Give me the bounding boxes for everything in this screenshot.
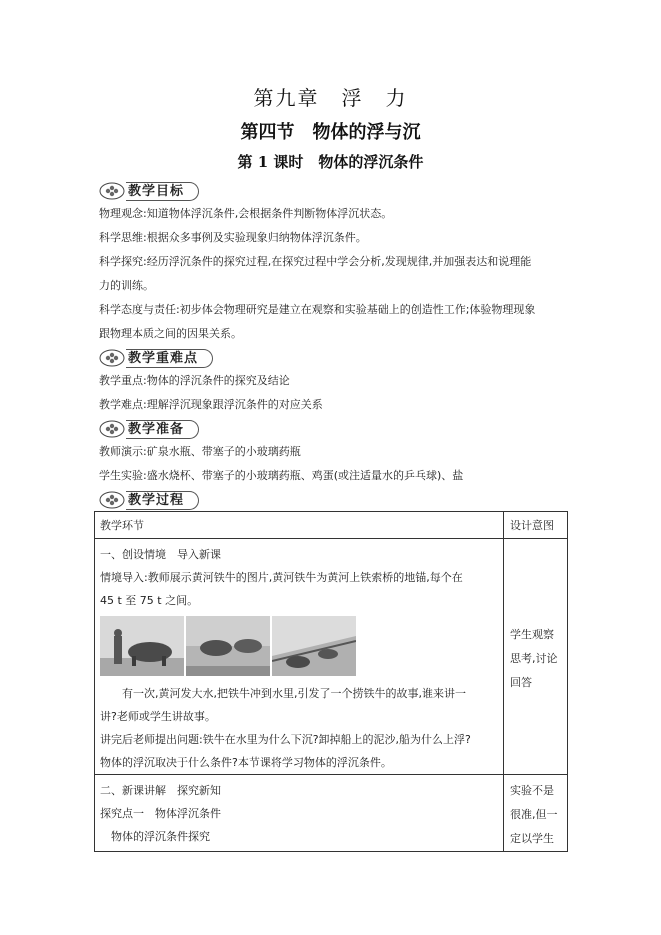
section-header-goals: [99, 181, 199, 201]
table-header-stage: 教学环节: [100, 519, 144, 532]
goal-line: 科学思维:根据众多事例及实验现象归纳物体浮沉条件。: [99, 231, 367, 244]
photo-strip: [100, 616, 498, 676]
lesson-title: 第 1 课时 物体的浮沉条件: [237, 153, 424, 171]
section-title: 第四节 物体的浮与沉: [240, 122, 421, 143]
process-table: [94, 511, 568, 852]
intent-line: 学生观察: [510, 627, 554, 641]
section-heading: 教学目标: [126, 182, 199, 201]
section-header-preparation: [99, 419, 199, 439]
design-intent: [504, 619, 567, 695]
key-point-line: 教学难点:理解浮沉现象跟浮沉条件的对应关系: [99, 398, 323, 411]
goal-line: 力的训练。: [99, 279, 154, 292]
flower-badge-icon: [99, 182, 125, 200]
row-line: 有一次,黄河发大水,把铁牛冲到水里,引发了一个捞铁牛的故事,谁来讲一: [100, 687, 466, 700]
row-line: 情境导入:教师展示黄河铁牛的图片,黄河铁牛为黄河上铁索桥的地锚,每个在: [100, 571, 463, 584]
row-line: 讲?老师或学生讲故事。: [100, 710, 216, 723]
section-header-process: [99, 490, 199, 510]
row-line: 二、新课讲解 探究新知: [100, 784, 221, 797]
goal-line: 科学态度与责任:初步体会物理研究是建立在观察和实验基础上的创造性工作;体验物理现象: [99, 303, 536, 316]
preparation-line: 学生实验:盛水烧杯、带塞子的小玻璃药瓶、鸡蛋(或注适量水的乒乓球)、盐: [99, 469, 464, 482]
goal-line: 物理观念:知道物体浮沉条件,会根据条件判断物体浮沉状态。: [99, 207, 393, 220]
intent-line: 定以学生: [510, 832, 554, 845]
iron-ox-photo: [186, 616, 270, 676]
preparation-line: 教师演示:矿泉水瓶、带塞子的小玻璃药瓶: [99, 445, 301, 458]
intent-line: 回答: [510, 675, 532, 689]
row-line: 探究点一 物体浮沉条件: [100, 807, 221, 820]
table-row: [95, 775, 568, 852]
section-heading: 教学重难点: [126, 349, 213, 368]
row-line: 45 t 至 75 t 之间。: [100, 594, 199, 607]
section-header-key-points: [99, 348, 213, 368]
intent-line: 实验不是: [510, 784, 554, 797]
section-heading: 教学过程: [126, 491, 199, 510]
table-row: [95, 539, 568, 775]
row-line: 物体的浮沉条件探究: [100, 830, 210, 843]
row-line: 物体的浮沉取决于什么条件?本节课将学习物体的浮沉条件。: [100, 756, 392, 769]
goal-line: 跟物理本质之间的因果关系。: [99, 327, 242, 340]
flower-badge-icon: [99, 491, 125, 509]
intent-line: 很准,但一: [510, 808, 558, 821]
key-point-line: 教学重点:物体的浮沉条件的探究及结论: [99, 374, 290, 387]
flower-badge-icon: [99, 420, 125, 438]
flower-badge-icon: [99, 349, 125, 367]
table-header-row: [95, 512, 568, 539]
row-line: 一、创设情境 导入新课: [100, 548, 221, 561]
intent-line: 思考,讨论: [510, 651, 558, 665]
section-heading: 教学准备: [126, 420, 199, 439]
iron-ox-photo: [100, 616, 184, 676]
table-header-intent: 设计意图: [510, 519, 554, 532]
iron-ox-photo: [272, 616, 356, 676]
row-line: 讲完后老师提出问题:铁牛在水里为什么下沉?卸掉船上的泥沙,船为什么上浮?: [100, 733, 471, 746]
design-intent: [504, 775, 567, 851]
goal-line: 科学探究:经历浮沉条件的探究过程,在探究过程中学会分析,发现规律,并加强表达和说理能: [99, 255, 532, 268]
chapter-title: 第九章 浮 力: [253, 86, 408, 110]
